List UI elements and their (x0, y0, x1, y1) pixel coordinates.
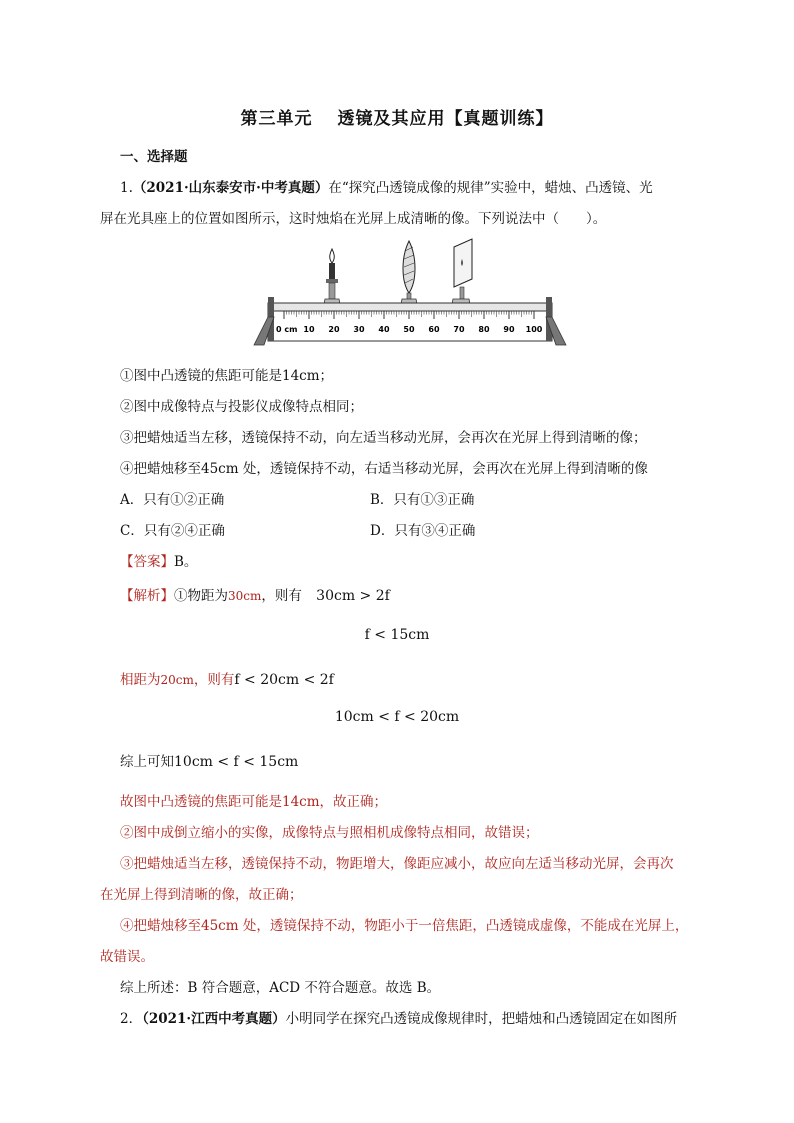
q1-stem-a: 在“探究凸透镜成像的规律”实验中，蜡烛、凸透镜、光 (328, 180, 653, 196)
q1-statement-2: ②图中成像特点与投影仪成像特点相同； (120, 399, 363, 415)
ruler-unit-label: 0 cm (276, 325, 298, 334)
analysis-1-prefix: ①物距为 (174, 588, 228, 604)
image-distance: 20cm (160, 673, 194, 687)
ruler-tick-label: 90 (503, 325, 515, 334)
option-a: A．只有①②正确 (120, 492, 225, 508)
option-d: D．只有③④正确 (370, 523, 476, 539)
q2-stem-text: 小明同学在探究凸透镜成像规律时，把蜡烛和凸透镜固定在如图所 (285, 1011, 678, 1027)
analysis-line-6b: 在光屏上得到清晰的像，故正确； (100, 887, 303, 903)
q1-statement-1: ①图中凸透镜的焦距可能是14cm； (120, 368, 334, 384)
math-inequality-5: 10cm < f < 15cm (174, 754, 299, 770)
analysis-2-prefix: 相距为 (120, 672, 161, 688)
analysis-line-8: 综上所述：B 符合题意，ACD 不符合题意。故选 B。 (120, 980, 441, 996)
candle-icon (323, 249, 341, 309)
q2-number: 2． (120, 1011, 143, 1027)
analysis-line-1 (120, 584, 390, 604)
q2-source: （2021·江西中考真题） (142, 1011, 286, 1027)
q1-stem-line1 (120, 176, 653, 196)
ruler-tick-label: 30 (353, 325, 365, 334)
analysis-line-3 (120, 750, 298, 770)
bench-rail (254, 297, 566, 345)
math-inequality-2: f < 15cm (364, 627, 430, 643)
analysis-line-4: 故图中凸透镜的焦距可能是14cm，故正确； (120, 794, 388, 810)
analysis-line-2 (120, 668, 334, 688)
ruler-tick-label: 20 (328, 325, 340, 334)
math-inequality-3: f < 20cm < 2f (234, 672, 334, 688)
q2-stem (120, 1007, 677, 1027)
ruler-tick-label: 10 (303, 325, 315, 334)
analysis-line-7b: 故错误。 (100, 949, 154, 965)
ruler-tick-label: 100 (525, 325, 543, 334)
analysis-line-5: ②图中成倒立缩小的实像，成像特点与照相机成像特点相同，故错误； (120, 825, 539, 841)
ruler-tick-label: 50 (403, 325, 415, 334)
ruler-tick-label: 40 (378, 325, 390, 334)
optical-bench-diagram (250, 237, 580, 347)
page-title: 第三单元 透镜及其应用【真题训练】 (240, 109, 554, 129)
convex-lens-icon (400, 241, 418, 309)
q1-number: 1. (120, 180, 133, 196)
option-b: B．只有①③正确 (370, 492, 475, 508)
math-inequality-4: 10cm < f < 20cm (334, 709, 460, 725)
analysis-line-6a: ③把蜡烛适当左移，透镜保持不动，物距增大，像距应减小，故应向左适当移动光屏，会再次 (120, 856, 674, 872)
answer-line (120, 550, 197, 570)
answer-label: 【答案】 (120, 554, 174, 570)
option-c: C．只有②④正确 (120, 523, 225, 539)
q1-statement-4: ④把蜡烛移至45cm 处，透镜保持不动，右适当移动光屏，会再次在光屏上得到清晰的像 (120, 461, 648, 477)
section-heading: 一、选择题 (120, 149, 188, 165)
analysis-label: 【解析】 (120, 588, 174, 604)
answer-value: B。 (174, 554, 198, 570)
analysis-3-prefix: 综上可知 (120, 754, 174, 770)
screen-icon (451, 239, 472, 309)
q1-source: （2021·山东泰安市·中考真题） (132, 180, 329, 196)
ruler-tick-label: 60 (428, 325, 440, 334)
object-distance: 30cm (228, 589, 262, 603)
ruler-tick-label: 80 (478, 325, 490, 334)
math-inequality-1: 30cm > 2f (316, 588, 390, 604)
ruler-tick-label: 70 (453, 325, 465, 334)
analysis-line-7a: ④把蜡烛移至45cm 处，透镜保持不动，物距小于一倍焦距，凸透镜成虚像，不能成在光屏上， (120, 918, 689, 934)
analysis-2-then: ，则有 (193, 672, 235, 688)
analysis-1-then: ，则有 (261, 588, 302, 604)
q1-statement-3: ③把蜡烛适当左移，透镜保持不动，向左适当移动光屏，会再次在光屏上得到清晰的像； (120, 430, 647, 446)
q1-stem-b: 屏在光具座上的位置如图所示，这时烛焰在光屏上成清晰的像。下列说法中（ ）。 (100, 211, 607, 227)
